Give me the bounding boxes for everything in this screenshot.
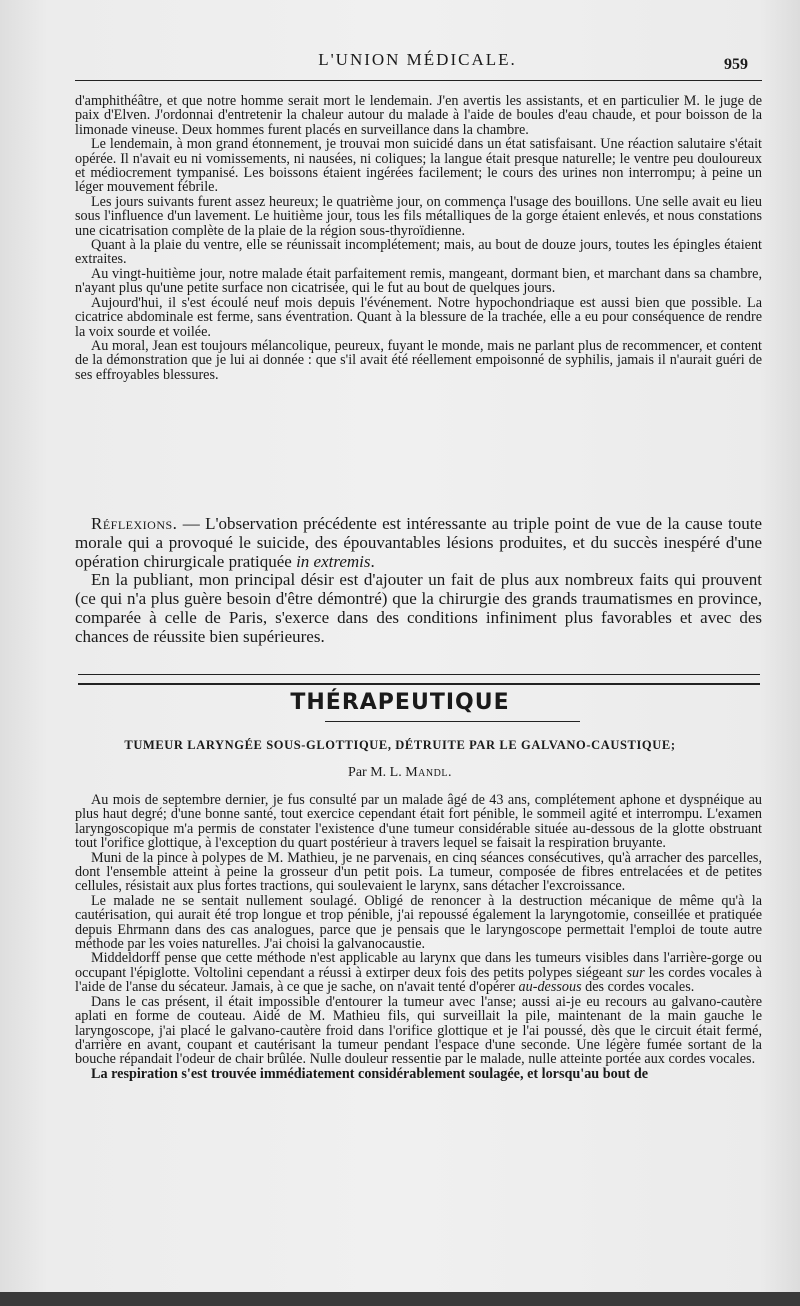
article-title: TUMEUR LARYNGÉE SOUS-GLOTTIQUE, DÉTRUITE PAR LE GALVANO-CAUSTIQUE; (124, 738, 676, 752)
paragraph: Les jours suivants furent assez heureux; le quatrième jour, on commença l'usage des bouillons. Une selle avait eu lieu sous l'influence d'un lavement. Le huitième jour, tous les fils métalliques de la gorge étaient enlevés, et nous constations une cicatrisation complète de la plaie de la région sous-thyroïdienne. (75, 193, 762, 239)
byline (0, 765, 800, 781)
scan-bottom-edge (0, 1292, 800, 1306)
article-body (75, 793, 762, 1081)
running-title: L'UNION MÉDICALE. (318, 50, 517, 69)
reflexions-label: Réflexions. (91, 514, 178, 533)
text-run: les cordes vocales à l'aide de l'anse du sécateur. Jamais, à ce que je sache, on n'avait tenté d'opérer (75, 964, 762, 996)
byline-prefix: Par M. L. (348, 765, 406, 780)
text-run: Middeldorff pense que cette méthode n'est applicable au larynx que dans les tumeurs visibles dans l'arrière-gorge ou occupant l'épiglotte. Voltolini cependant a réussi à extirper deux fois des petits polypes siégeant (75, 950, 762, 981)
reflexions-paragraph (75, 515, 762, 571)
paragraph: Le malade ne se sentait nullement soulagé. Obligé de renoncer à la destruction mécanique de même qu'à la cautérisation, qui aurait été trop longue et trop pénible, j'ai repoussé également la laryngotomie, conseillée et pratiquée depuis Ehrmann dans des cas analogues, parce que je pensais que le laryngoscope permettait l'emploi de toute autre méthode par les voies naturelles. J'ai choisi la galvanocaustie. (75, 892, 762, 953)
paragraph: Aujourd'hui, il s'est écoulé neuf mois depuis l'événement. Notre hypochondriaque est aussi bien que possible. La cicatrice abdominale est ferme, sans éventration. Quant à la blessure de la trachée, elle a eu pour conséquence de rendre la voix sourde et voilée. (75, 294, 762, 340)
section-divider (78, 674, 760, 685)
paragraph: d'amphithéâtre, et que notre homme serait mort le lendemain. J'en avertis les assistants, et en particulier M. le juge de paix d'Elven. J'ordonnai d'entretenir la chaleur autour du malade à l'aide de boules d'eau chaude, et pour boisson de la limonade vineuse. Deux hommes furent placés en surveillance dans la chambre. (75, 93, 762, 138)
page-number: 959 (724, 56, 748, 73)
reflexions-end: . (370, 551, 375, 571)
section-title-rule (325, 721, 580, 722)
paragraph: Au vingt-huitième jour, notre malade était parfaitement remis, mangeant, dormant bien, et marchant dans sa chambre, n'ayant plus qu'une petite surface non cicatrisée, qui le fut au bout de quelques jours. (75, 265, 762, 297)
running-header (75, 50, 760, 78)
reflexions-block (75, 515, 762, 647)
paragraph: La respiration s'est trouvée immédiatement considérablement soulagée, et lorsqu'au bout de (91, 1065, 649, 1082)
header-rule (75, 80, 762, 81)
byline-author: Mandl. (405, 765, 452, 780)
continued-article (75, 94, 762, 382)
text-run: des cordes vocales. (581, 979, 695, 996)
italic-run: sur (626, 964, 645, 981)
paragraph: Dans le cas présent, il était impossible d'entourer la tumeur avec l'anse; aussi ai-je eu recours au galvano-cautère aplati en forme de couteau. Aidé de M. Mathieu fils, qui surveillait la pile, maintenant de la main gauche le laryngoscope, j'ai placé le galvano-cautère froid dans l'orifice glottique et je l'ai poussé, dès que le circuit était fermé, d'arrière en avant, coupant et cautérisant la tumeur pendant l'espace d'une seconde. Une légère fumée sortant de la bouche répandait l'odeur de chair brûlée. Nulle douleur ressentie par le malade, nulle atteinte portée aux cordes vocales. (75, 993, 762, 1068)
paragraph: Le lendemain, à mon grand étonnement, je trouvai mon suicidé dans un état satisfaisant. Une réaction salutaire s'était opérée. Il n'avait eu ni vomissements, ni nausées, ni coliques; la langue était presque naturelle; le ventre peu douloureux et médiocrement tympanisé. Les boissons étaient ingérées facilement; le cours des urines non interrompu; à peine un léger mouvement fébrile. (75, 136, 762, 196)
paragraph: Au moral, Jean est toujours mélancolique, peureux, fuyant le monde, mais ne parlant plus de recommencer, et content de la démonstration que je lui ai donnée : que s'il avait été réellement empoisonné de syphilis, jamais il n'aurait guéri de ses effroyables blessures. (75, 337, 762, 383)
paragraph: Muni de la pince à polypes de M. Mathieu, je ne parvenais, en cinq séances consécutives, qu'à arracher des parcelles, dont l'ensemble atteint à peine la grosseur d'un petit pois. La tumeur, composée de fibres entrelacées et de petites cellules, résistait aux plus fortes tractions, qui soulevaient le larynx, sans détacher l'excroissance. (75, 849, 762, 895)
section-title: THÉRAPEUTIQUE (290, 690, 510, 715)
paragraph (75, 951, 762, 994)
reflexions-text: — L'observation précédente est intéressante au triple point de vue de la cause toute morale qui a provoqué le suicide, des épouvantables lésions produites, et du succès inespéré d'une opération chirurgicale pratiquée (75, 514, 762, 571)
paragraph: Au mois de septembre dernier, je fus consulté par un malade âgé de 43 ans, complétement aphone et dyspnéique au plus haut degré; d'une bonne santé, tout exercice cependant était fort pénible, le sommeil agité et interrompu. L'examen laryngoscopique m'a permis de constater l'existence d'une tumeur considérable située au-dessous de la glotte obstruant tout l'orifice glottique, à l'exception du quart postérieur à travers lequel se faisait la respiration bruyante. (75, 792, 762, 852)
conclusion-paragraph: En la publiant, mon principal désir est d'ajouter un fait de plus aux nombreux faits qui prouvent (ce qui n'a plus guère besoin d'être démontré) que la chirurgie des grands traumatismes en province, comparée à celle de Paris, s'exerce dans des conditions infiniment plus favorables et avec des chances de réussite bien supérieures. (75, 570, 762, 646)
reflexions-italic: in extremis (296, 551, 371, 571)
italic-run: au-dessous (518, 979, 582, 996)
paragraph: Quant à la plaie du ventre, elle se réunissait incomplétement; mais, au bout de douze jours, toutes les épingles étaient extraites. (75, 237, 762, 268)
